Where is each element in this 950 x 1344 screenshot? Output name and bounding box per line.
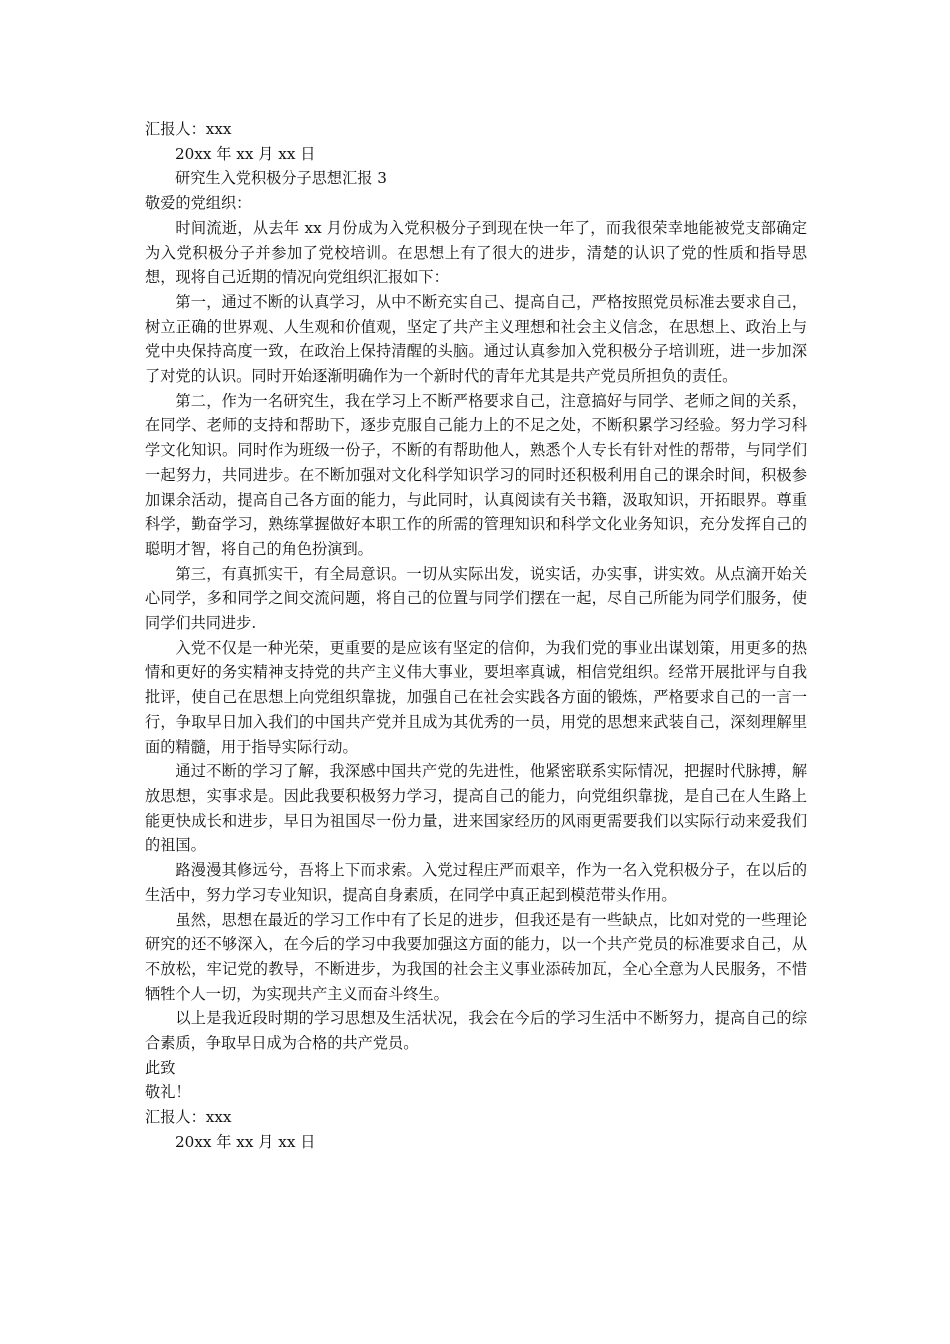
paragraph-1: 时间流逝，从去年 xx 月份成为入党积极分子到现在快一年了，而我很荣幸地能被党支部确定为入党积极分子并参加了党校培训。在思想上有了很大的进步，清楚的认识了党的性质和指导思想，现将自己近期的情况向党组织汇报如下： [145, 218, 807, 287]
paragraph-7: 路漫漫其修远兮，吾将上下而求索。入党过程庄严而艰辛，作为一名入党积极分子，在以后的生活中，努力学习专业知识，提高自身素质，在同学中真正起到模范带头作用。 [145, 861, 807, 904]
paragraph-5: 入党不仅是一种光荣，更重要的是应该有坚定的信仰，为我们党的事业出谋划策，用更多的热情和更好的务实精神支持党的共产主义伟大事业，要坦率真诚，相信党组织。经常开展批评与自我批评，使自己在思想上向党组织靠拢，加强自己在社会实践各方面的锻炼，严格要求自己的一言一行，争取早日加入我们的中国共产党并且成为其优秀的一员，用党的思想来武装自己，深刻理解里面的精髓，用于指导实际行动。 [145, 638, 807, 756]
reporter-line-top: 汇报人：xxx [145, 120, 232, 138]
closing-line-1: 此致 [145, 1058, 176, 1077]
closing-line-2: 敬礼！ [145, 1083, 191, 1102]
date-line-bottom: 20xx 年 xx 月 xx 日 [175, 1132, 316, 1151]
paragraph-8: 虽然，思想在最近的学习工作中有了长足的进步，但我还是有一些缺点，比如对党的一些理论研究的还不够深入，在今后的学习中我要加强这方面的能力，以一个共产党员的标准要求自己，从不放松，牢记党的教导，不断进步，为我国的社会主义事业添砖加瓦，全心全意为人民服务，不惜牺牲个人一切，为实现共产主义而奋斗终生。 [145, 910, 807, 1003]
document-page [145, 117, 807, 1155]
paragraph-6: 通过不断的学习了解，我深感中国共产党的先进性，他紧密联系实际情况，把握时代脉搏，解放思想，实事求是。因此我要积极努力学习，提高自己的能力，向党组织靠拢，是自己在人生路上能更快成长和进步，早日为祖国尽一份力量，进来国家经历的风雨更需要我们以实际行动来爱我们的祖国。 [145, 762, 807, 855]
date-line-top: 20xx 年 xx 月 xx 日 [175, 144, 316, 163]
paragraph-3: 第二，作为一名研究生，我在学习上不断严格要求自己，注意搞好与同学、老师之间的关系，在同学、老师的支持和帮助下，逐步克服自己能力上的不足之处，不断积累学习经验。努力学习科学文化知识。同时作为班级一份子，不断的有帮助他人，熟悉个人专长有针对性的帮带，与同学们一起努力，共同进步。在不断加强对文化科学知识学习的同时还积极利用自己的课余时间，积极参加课余活动，提高自己各方面的能力，与此同时，认真阅读有关书籍，汲取知识，开拓眼界。尊重科学，勤奋学习，熟练掌握做好本职工作的所需的管理知识和科学文化业务知识，充分发挥自己的聪明才智，将自己的角色扮演到。 [145, 391, 807, 558]
paragraph-4: 第三，有真抓实干，有全局意识。一切从实际出发，说实话，办实事，讲实效。从点滴开始关心同学，多和同学之间交流问题，将自己的位置与同学们摆在一起，尽自己所能为同学们服务，使同学们共同进步. [145, 564, 807, 633]
paragraph-9: 以上是我近段时期的学习思想及生活状况，我会在今后的学习生活中不断努力，提高自己的综合素质，争取早日成为合格的共产党员。 [145, 1009, 807, 1053]
salutation: 敬爱的党组织： [145, 194, 252, 213]
reporter-line-bottom: 汇报人：xxx [145, 1108, 232, 1127]
document-title: 研究生入党积极分子思想汇报 3 [175, 169, 387, 188]
paragraph-2: 第一，通过不断的认真学习，从中不断充实自己、提高自己，严格按照党员标准去要求自己，树立正确的世界观、人生观和价值观，坚定了共产主义理想和社会主义信念，在思想上、政治上与党中央保持高度一致，在政治上保持清醒的头脑。通过认真参加入党积极分子培训班，进一步加深了对党的认识。同时开始逐渐明确作为一个新时代的青年尤其是共产党员所担负的责任。 [145, 292, 807, 386]
